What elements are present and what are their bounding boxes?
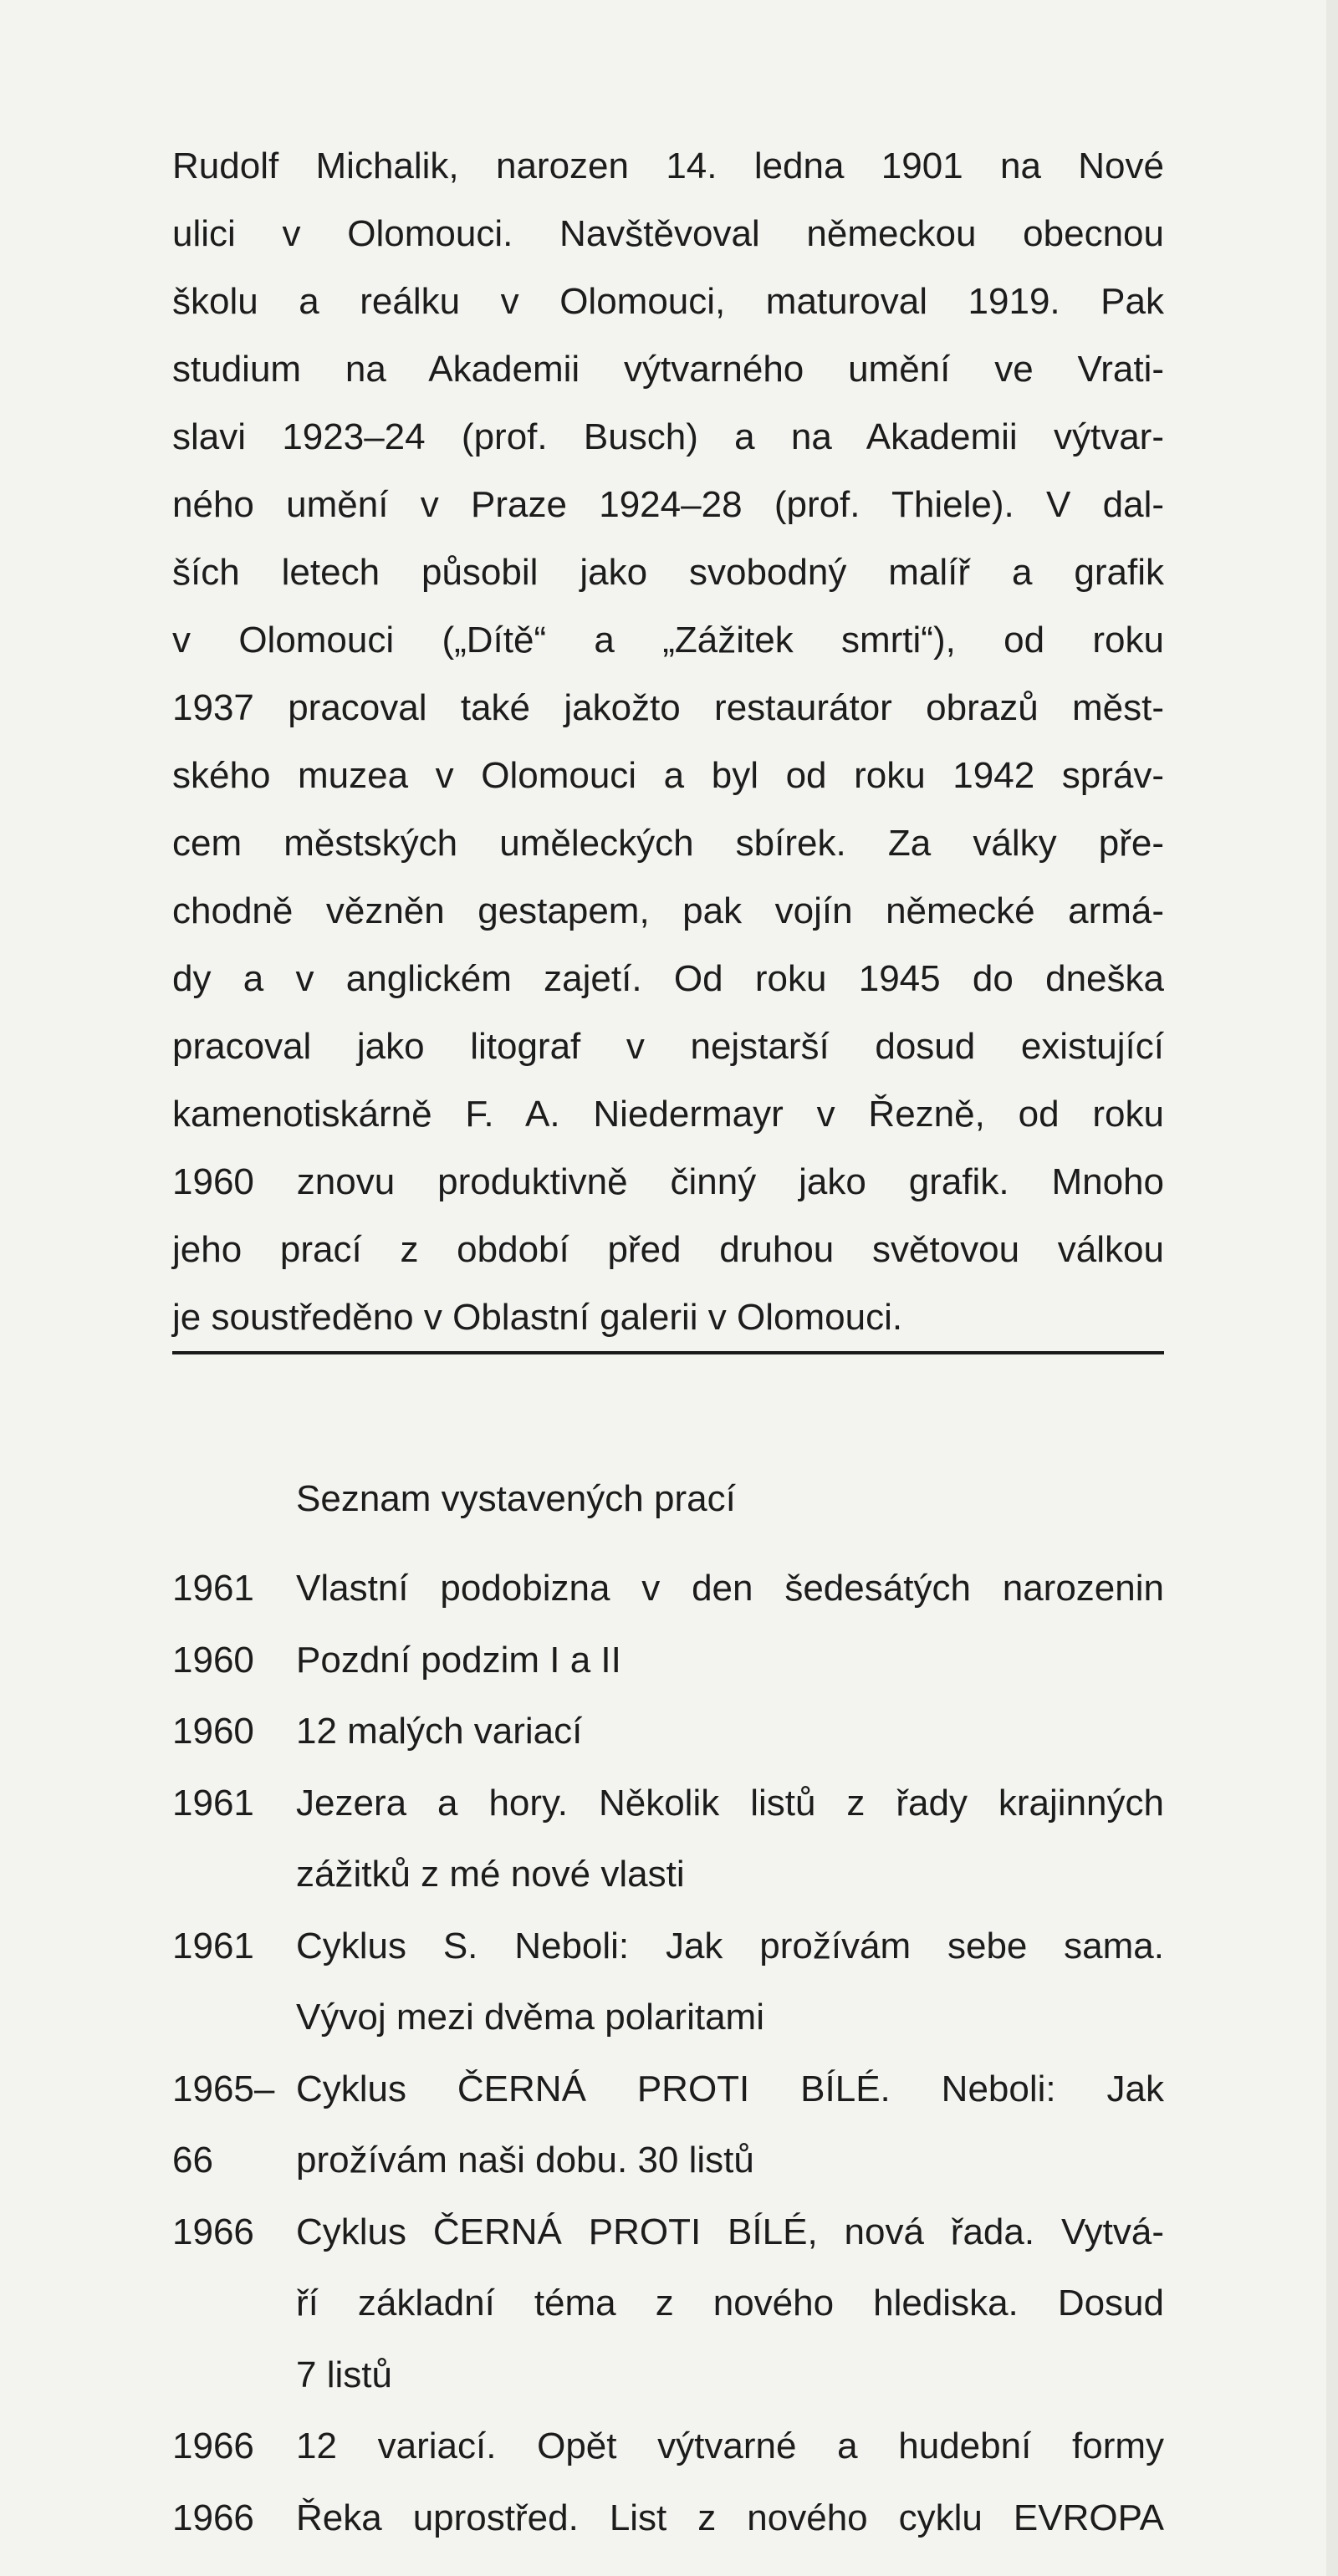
work-entry	[172, 1910, 1164, 2053]
work-title-line: Jezera a hory. Několik listů z řady krajinných	[296, 1782, 1164, 1824]
work-year: 1960	[172, 1711, 254, 1752]
works-list	[172, 1553, 1164, 2553]
work-entry	[172, 1767, 1164, 1910]
biography-paragraph	[172, 132, 1164, 1351]
work-title-line: Cyklus ČERNÁ PROTI BÍLÉ, nová řada. Vytvá-	[296, 2211, 1164, 2252]
biography-line: dy a v anglickém zajetí. Od roku 1945 do dneška	[172, 958, 1164, 999]
biography-line: ného umění v Praze 1924–28 (prof. Thiele). V dal-	[172, 484, 1164, 525]
work-title	[296, 2053, 1164, 2196]
biography-line: slavi 1923–24 (prof. Busch) a na Akademii výtvar-	[172, 416, 1164, 457]
work-title-line: 12 variací. Opět výtvarné a hudební formy	[296, 2426, 1164, 2466]
biography-line: v Olomouci („Dítě“ a „Zážitek smrti“), od roku	[172, 620, 1164, 661]
work-title-line: 12 malých variací	[296, 1711, 583, 1752]
work-title-line: Řeka uprostřed. List z nového cyklu EVROPA	[296, 2497, 1164, 2538]
work-title	[296, 1696, 1164, 1767]
work-entry	[172, 2196, 1164, 2411]
work-title	[296, 2196, 1164, 2411]
work-year: 1961	[172, 1782, 254, 1824]
work-title-line: 7 listů	[296, 2354, 392, 2395]
biography-line: je soustředěno v Oblastní galerii v Olomouci.	[172, 1297, 903, 1338]
work-year: 1961	[172, 1925, 254, 1966]
work-title	[296, 2410, 1164, 2482]
work-title-line: Cyklus S. Neboli: Jak prožívám sebe sama.	[296, 1925, 1164, 1966]
work-title-line: Cyklus ČERNÁ PROTI BÍLÉ. Neboli: Jak	[296, 2068, 1164, 2109]
divider-rule	[172, 1351, 1164, 1354]
biography-line: chodně vězněn gestapem, pak vojín německé armá-	[172, 890, 1164, 931]
work-title-line: Vlastní podobizna v den šedesátých narozenin	[296, 1568, 1164, 1609]
work-title	[296, 1625, 1164, 1696]
work-entry	[172, 2410, 1164, 2482]
work-title-line: ří základní téma z nového hlediska. Dosud	[296, 2283, 1164, 2324]
biography-line: pracoval jako litograf v nejstarší dosud existující	[172, 1026, 1164, 1067]
work-title-line: prožívám naši dobu. 30 listů	[296, 2140, 754, 2181]
biography-line: školu a reálku v Olomouci, maturoval 1919. Pak	[172, 281, 1164, 322]
work-title	[296, 1553, 1164, 1625]
work-title-line: Pozdní podzim I a II	[296, 1639, 621, 1681]
work-entry	[172, 1553, 1164, 1625]
biography-line: ského muzea v Olomouci a byl od roku 1942 správ-	[172, 755, 1164, 796]
biography-line: studium na Akademii výtvarného umění ve Vrati-	[172, 349, 1164, 390]
work-year: 1960	[172, 1639, 254, 1681]
work-entry	[172, 2053, 1164, 2196]
work-title-line: zážitků z mé nové vlasti	[296, 1854, 685, 1895]
biography-line: kamenotiskárně F. A. Niedermayr v Řezně, od roku	[172, 1094, 1164, 1135]
work-title	[296, 1910, 1164, 2053]
biography-line: 1937 pracoval také jakožto restaurátor obrazů měst-	[172, 687, 1164, 728]
biography-line: 1960 znovu produktivně činný jako grafik. Mnoho	[172, 1161, 1164, 1202]
biography-line: cem městských uměleckých sbírek. Za války pře-	[172, 823, 1164, 864]
work-title-line: Vývoj mezi dvěma polaritami	[296, 1997, 764, 2038]
biography-line: Rudolf Michalik, narozen 14. ledna 1901 na Nové	[172, 145, 1164, 186]
biography-line: jeho prací z období před druhou světovou válkou	[172, 1229, 1164, 1270]
work-year: 1966	[172, 2426, 254, 2466]
work-year: 1965–66	[172, 2068, 275, 2181]
work-title	[296, 2482, 1164, 2554]
works-list-heading: Seznam vystavených prací	[296, 1478, 736, 1519]
work-entry	[172, 1696, 1164, 1767]
biography-line: ších letech působil jako svobodný malíř a grafik	[172, 552, 1164, 593]
work-title	[296, 1767, 1164, 1910]
work-entry	[172, 2482, 1164, 2554]
biography-line: ulici v Olomouci. Navštěvoval německou obecnou	[172, 213, 1164, 254]
work-entry	[172, 1625, 1164, 1696]
page-edge	[1326, 0, 1338, 2576]
work-year: 1966	[172, 2211, 254, 2252]
work-year: 1966	[172, 2497, 254, 2538]
work-year: 1961	[172, 1568, 254, 1609]
